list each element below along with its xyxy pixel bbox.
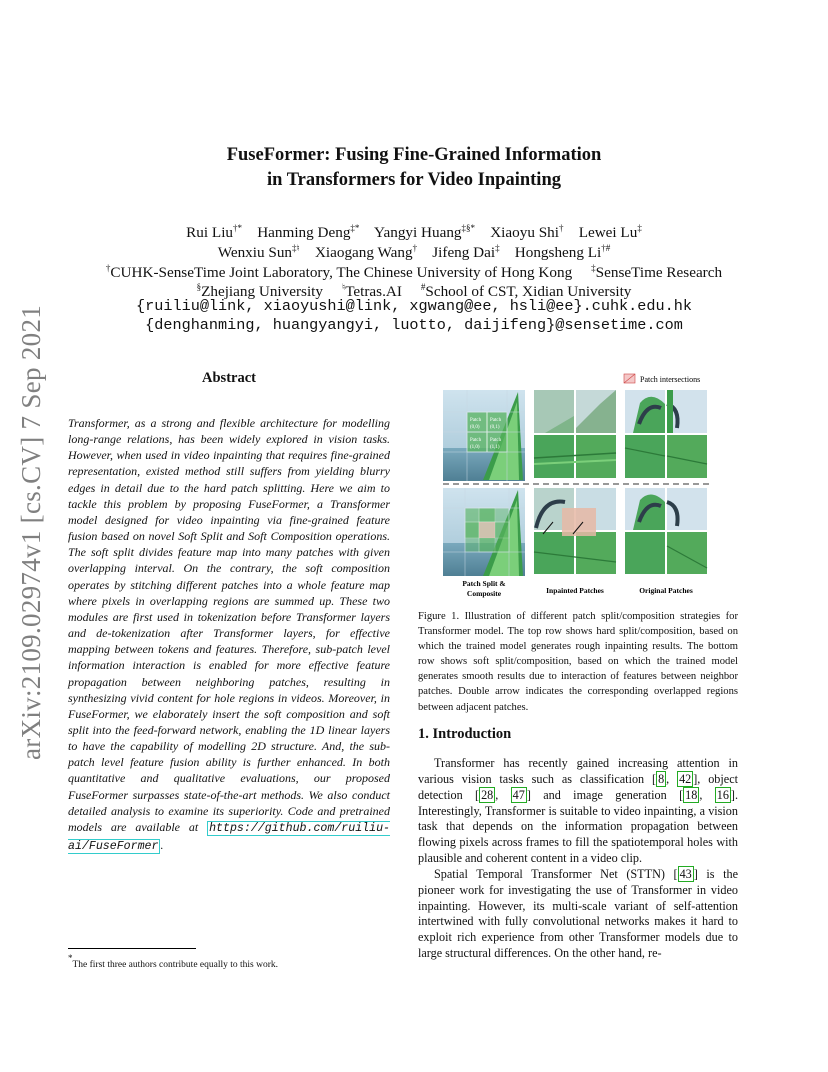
svg-text:(0,1): (0,1) (490, 425, 500, 430)
figure-1 (415, 368, 738, 600)
arxiv-identifier: arXiv:2109.02974v1 [cs.CV] 7 Sep 2021 (16, 304, 46, 760)
citation-link[interactable]: 8 (658, 771, 665, 786)
introduction-heading: 1. Introduction (418, 726, 512, 742)
legend-label: Patch intersections (640, 375, 701, 384)
top-row-hard-split (443, 390, 707, 481)
paper-title (0, 143, 828, 193)
affiliation: School of CST, Xidian University (425, 283, 632, 300)
col-label-composite: Composite (466, 589, 502, 598)
code-link[interactable]: https://github.com/ruiliu-ai/FuseFormer (68, 821, 390, 854)
citation-link[interactable]: 28 (481, 787, 494, 802)
citation-link[interactable]: 42 (679, 771, 692, 786)
author: Jifeng Dai‡ (432, 243, 500, 261)
footnote: *The first three authors contribute equally to this work. (68, 953, 279, 970)
author: Hanming Deng‡* (257, 223, 360, 241)
affiliation: Zhejiang University (201, 283, 323, 300)
citation-link[interactable]: 18 (685, 787, 698, 802)
intro-paragraph-2: Spatial Temporal Transformer Net (STTN) [ 43 ] is the pioneer work for investigating the use of Transformer in video inpainting. However, its multi-scale variant of self-attention intertwined with fully convolutional networks makes it hard to exploit rich experience from other Transformer models due to large structural differences. On the other hand, re- (418, 866, 739, 961)
citation-link[interactable]: 16 (716, 787, 729, 802)
abstract-heading: Abstract (202, 370, 256, 386)
svg-text:(0,0): (0,0) (470, 425, 480, 430)
citation-link[interactable]: 43 (679, 866, 692, 881)
col-label-split: Patch Split & (462, 579, 506, 588)
affiliations-line-2: §Zhejiang University ♮Tetras.AI #School of CST, Xidian University (196, 282, 632, 300)
svg-text:Patch: Patch (470, 438, 482, 443)
abstract-text: Transformer, as a strong and flexible architecture for modelling long-range relations, has been widely explored in vision tasks. However, when used in video inpainting that requires fine-grained representation, existed method still suffers from yielding blurry edges in detail due to the hard patch splitting. Here we aim to tackle this problem by proposing FuseFormer, a Transformer model designed for video inpainting via fine-grained feature fusion based on novel Soft Split and Soft Composition operations. The soft split divides feature map into many patches with given overlapping interval. On the contrary, the soft composition operates by stitching different patches into a whole feature map where pixels in overlapping regions are summed up. These two modules are first used in tokenization before Transformer layers and de-tokenization after Transformer layers, for effective mapping between tokens and features. Therefore, sub-patch level information interaction is enabled for more effective feature propagation between neighboring patches, resulting in synthesizing vivid content for hole regions in videos. Moreover, in FuseFormer, we elaborately insert the soft composition and soft split into the feed-forward network, enabling the 1D linear layers to have the capability of modelling 2D structure. And, the sub-patch level feature fusion ability is further enhanced. In both quantitative and qualitative evaluations, our proposed FuseFormer surpasses state-of-the-art methods. We also conduct detailed analysis to examine its superiority. Code and pretrained models are available at https://github.com/ruiliu-ai/FuseFormer . (68, 416, 390, 854)
author: Wenxiu Sun‡♮ (217, 243, 300, 261)
col-label-inpainted: Inpainted Patches (546, 586, 604, 595)
affiliation: SenseTime Research (595, 264, 723, 281)
svg-text:(1,0): (1,0) (470, 445, 480, 450)
affiliations-line-1: †CUHK-SenseTime Joint Laboratory, The Chinese University of Hong Kong ‡SenseTime Research (105, 263, 723, 281)
intro-paragraph-1: Transformer has recently gained increasing attention in various vision tasks such as classification [ 8 , 42 ], object detection [ 28 , 47 ] and image generation [ 18 , 16 ]. Interestingly, Transformer is suitable to video inpainting, a vision task that depends on the information propagation between flowing pixels across frames to fill the spatiotemporal holes with plausible and coherent content in a video clip. (418, 756, 739, 866)
bottom-row-soft-split (443, 488, 707, 576)
svg-text:Patch: Patch (470, 418, 482, 423)
svg-text:(1,1): (1,1) (490, 445, 500, 450)
email-line-1: {ruiliu@link, xiaoyushi@link, xgwang@ee, hsli@ee}.cuhk.edu.hk (136, 297, 692, 315)
introduction-text (418, 756, 738, 962)
svg-text:Patch: Patch (490, 438, 502, 443)
author: Hongsheng Li†# (514, 243, 611, 261)
affiliation: CUHK-SenseTime Joint Laboratory, The Chinese University of Hong Kong (110, 264, 573, 281)
citation-link[interactable]: 47 (512, 787, 525, 802)
affiliation: Tetras.AI (345, 283, 402, 300)
title-line-1: FuseFormer: Fusing Fine-Grained Information (226, 145, 602, 165)
title-line-2: in Transformers for Video Inpainting (267, 170, 561, 190)
author: Lewei Lu‡ (578, 223, 642, 241)
author: Xiaogang Wang† (314, 243, 418, 261)
author: Xiaoyu Shi† (490, 223, 564, 241)
email-line-2: {denghanming, huangyangyi, luotto, daijifeng}@sensetime.com (145, 316, 683, 334)
col-label-original: Original Patches (639, 586, 693, 595)
footnote-divider (68, 948, 196, 949)
figure-caption: Figure 1. Illustration of different patch split/composition strategies for Transformer model. The top row shows hard split/composition, based on which the trained model generates rough inpainting results. The bottom row shows soft split/composition, based on which the trained model generates smooth results due to interaction of features between neighbor patches. Double arrow indicates the corresponding overlapped regions between adjacent patches. (418, 611, 738, 713)
author: Yangyi Huang‡§* (374, 223, 476, 241)
author: Rui Liu†* (186, 223, 243, 241)
svg-text:Patch: Patch (490, 418, 502, 423)
